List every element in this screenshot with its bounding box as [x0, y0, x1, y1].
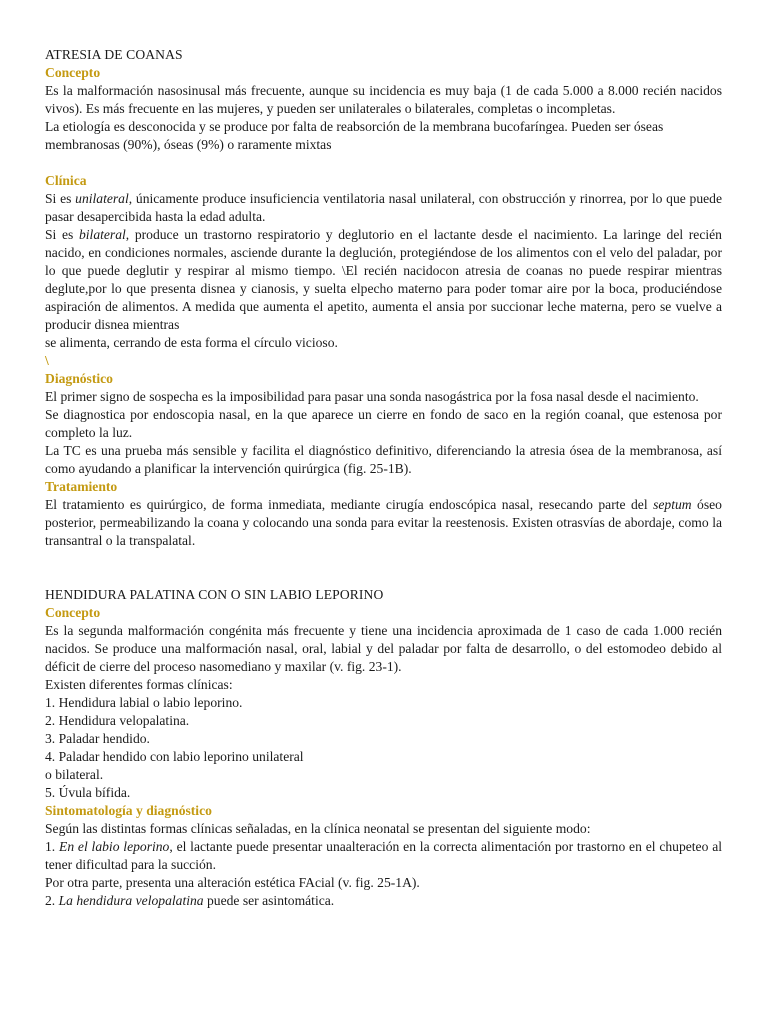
paragraph [45, 226, 722, 334]
paragraph [45, 496, 722, 550]
paragraph: Según las distintas formas clínicas señaladas, en la clínica neonatal se presentan del siguiente modo: [45, 821, 591, 836]
text-run-italic: En el labio leporino [59, 839, 170, 854]
heading-concepto: Concepto [45, 605, 101, 620]
document-page [45, 46, 722, 910]
paragraph [45, 190, 722, 226]
paragraph: Es la malformación nasosinusal más frecuente, aunque su incidencia es muy baja (1 de cada 5.000 a 8.000 recién nacidos vivos). Es más frecuente en las mujeres, y pueden ser unilaterales o bilaterales, completas o incompletas. [45, 83, 722, 116]
heading-clinica: Clínica [45, 173, 87, 188]
list-item: o bilateral. [45, 767, 104, 782]
heading-sintomatologia: Sintomatología y diagnóstico [45, 803, 212, 818]
paragraph: Existen diferentes formas clínicas: [45, 677, 233, 692]
text-run: puede ser asintomática. [203, 893, 335, 908]
heading-tratamiento: Tratamiento [45, 479, 118, 494]
paragraph: La etiología es desconocida y se produce por falta de reabsorción de la membrana bucofaríngea. Pueden ser óseas membranosas (90%), óseas (9%) o raramente mixtas [45, 119, 664, 152]
text-run: , únicamente produce insuficiencia ventilatoria nasal unilateral, con obstrucción y rinorrea, por lo que puede pasar desapercibida hasta la edad adulta. [45, 191, 722, 224]
text-run: El tratamiento es quirúrgico, de forma inmediata, mediante cirugía endoscópica nasal, resecando parte del [45, 497, 654, 512]
paragraph: Por otra parte, presenta una alteración estética FAcial (v. fig. 25-1A). [45, 875, 420, 890]
paragraph: Se diagnostica por endoscopia nasal, en la que aparece un cierre en fondo de saco en la región coanal, que estenosa por completo la luz. [45, 407, 722, 440]
text-run: , el lactante puede presentar unaalteración en la correcta alimentación por trastorno en el chupeteo al tener dificultad para la succión. [45, 839, 723, 872]
stray-backslash: \ [45, 353, 49, 368]
section-title-atresia: ATRESIA DE COANAS [45, 47, 183, 62]
list-item: 2. Hendidura velopalatina. [45, 713, 190, 728]
text-run: 2. [45, 893, 59, 908]
list-item: 5. Úvula bífida. [45, 785, 131, 800]
paragraph: se alimenta, cerrando de esta forma el círculo vicioso. [45, 335, 338, 350]
text-run: óseo posterior, permeabilizando la coana y colocando una sonda para evitar la reestenosis. Existen otrasvías de abordaje, como la transantral o la transpalatal. [45, 497, 722, 548]
paragraph: El primer signo de sospecha es la imposibilidad para pasar una sonda nasogástrica por la fosa nasal desde el nacimiento. [45, 389, 699, 404]
text-run-italic: La hendidura velopalatina [58, 893, 204, 908]
text-run: Si es [45, 227, 79, 242]
list-item: 1. Hendidura labial o labio leporino. [45, 695, 243, 710]
text-run: , produce un trastorno respiratorio y deglutorio en el lactante desde el nacimiento. La laringe del recién nacido, en condiciones normales, asciende durante la deglución, protegiéndose de los alimentos con el velo del paladar, por lo que puede deglutir y respirar al mismo tiempo. \El recién nacidocon atresia de coanas no puede respirar mientras deglute,por lo que presenta disnea y cianosis, y suelta elpecho materno para poder tomar aire por la boca, produciéndose aspiración de alimentos. A medida que aumenta el apetito, aumenta el ansia por succionar leche materna, pero se vuelve a producir disnea mientras [45, 227, 722, 332]
heading-diagnostico: Diagnóstico [45, 371, 113, 386]
text-run-italic: unilateral [75, 191, 129, 206]
text-run: 1. [45, 839, 60, 854]
list-item: 3. Paladar hendido. [45, 731, 150, 746]
paragraph [45, 838, 722, 874]
list-item: 4. Paladar hendido con labio leporino unilateral [45, 749, 304, 764]
heading-concepto: Concepto [45, 65, 101, 80]
text-run-italic: bilateral [78, 227, 126, 242]
text-run: Si es [45, 191, 76, 206]
paragraph: La TC es una prueba más sensible y facilita el diagnóstico definitivo, diferenciando la atresia ósea de la membranosa, así como ayudando a planificar la intervención quirúrgica (fig. 25-1B). [45, 443, 722, 476]
section-title-hendidura: HENDIDURA PALATINA CON O SIN LABIO LEPORINO [45, 587, 384, 602]
paragraph [45, 892, 722, 910]
text-run-italic: septum [653, 497, 692, 512]
paragraph: Es la segunda malformación congénita más frecuente y tiene una incidencia aproximada de 1 caso de cada 1.000 recién nacidos. Se produce una malformación nasal, oral, labial y del paladar por falta de desarrollo, o del estomodeo debido al déficit de cierre del proceso nasomediano y maxilar (v. fig. 23-1). [45, 623, 722, 674]
